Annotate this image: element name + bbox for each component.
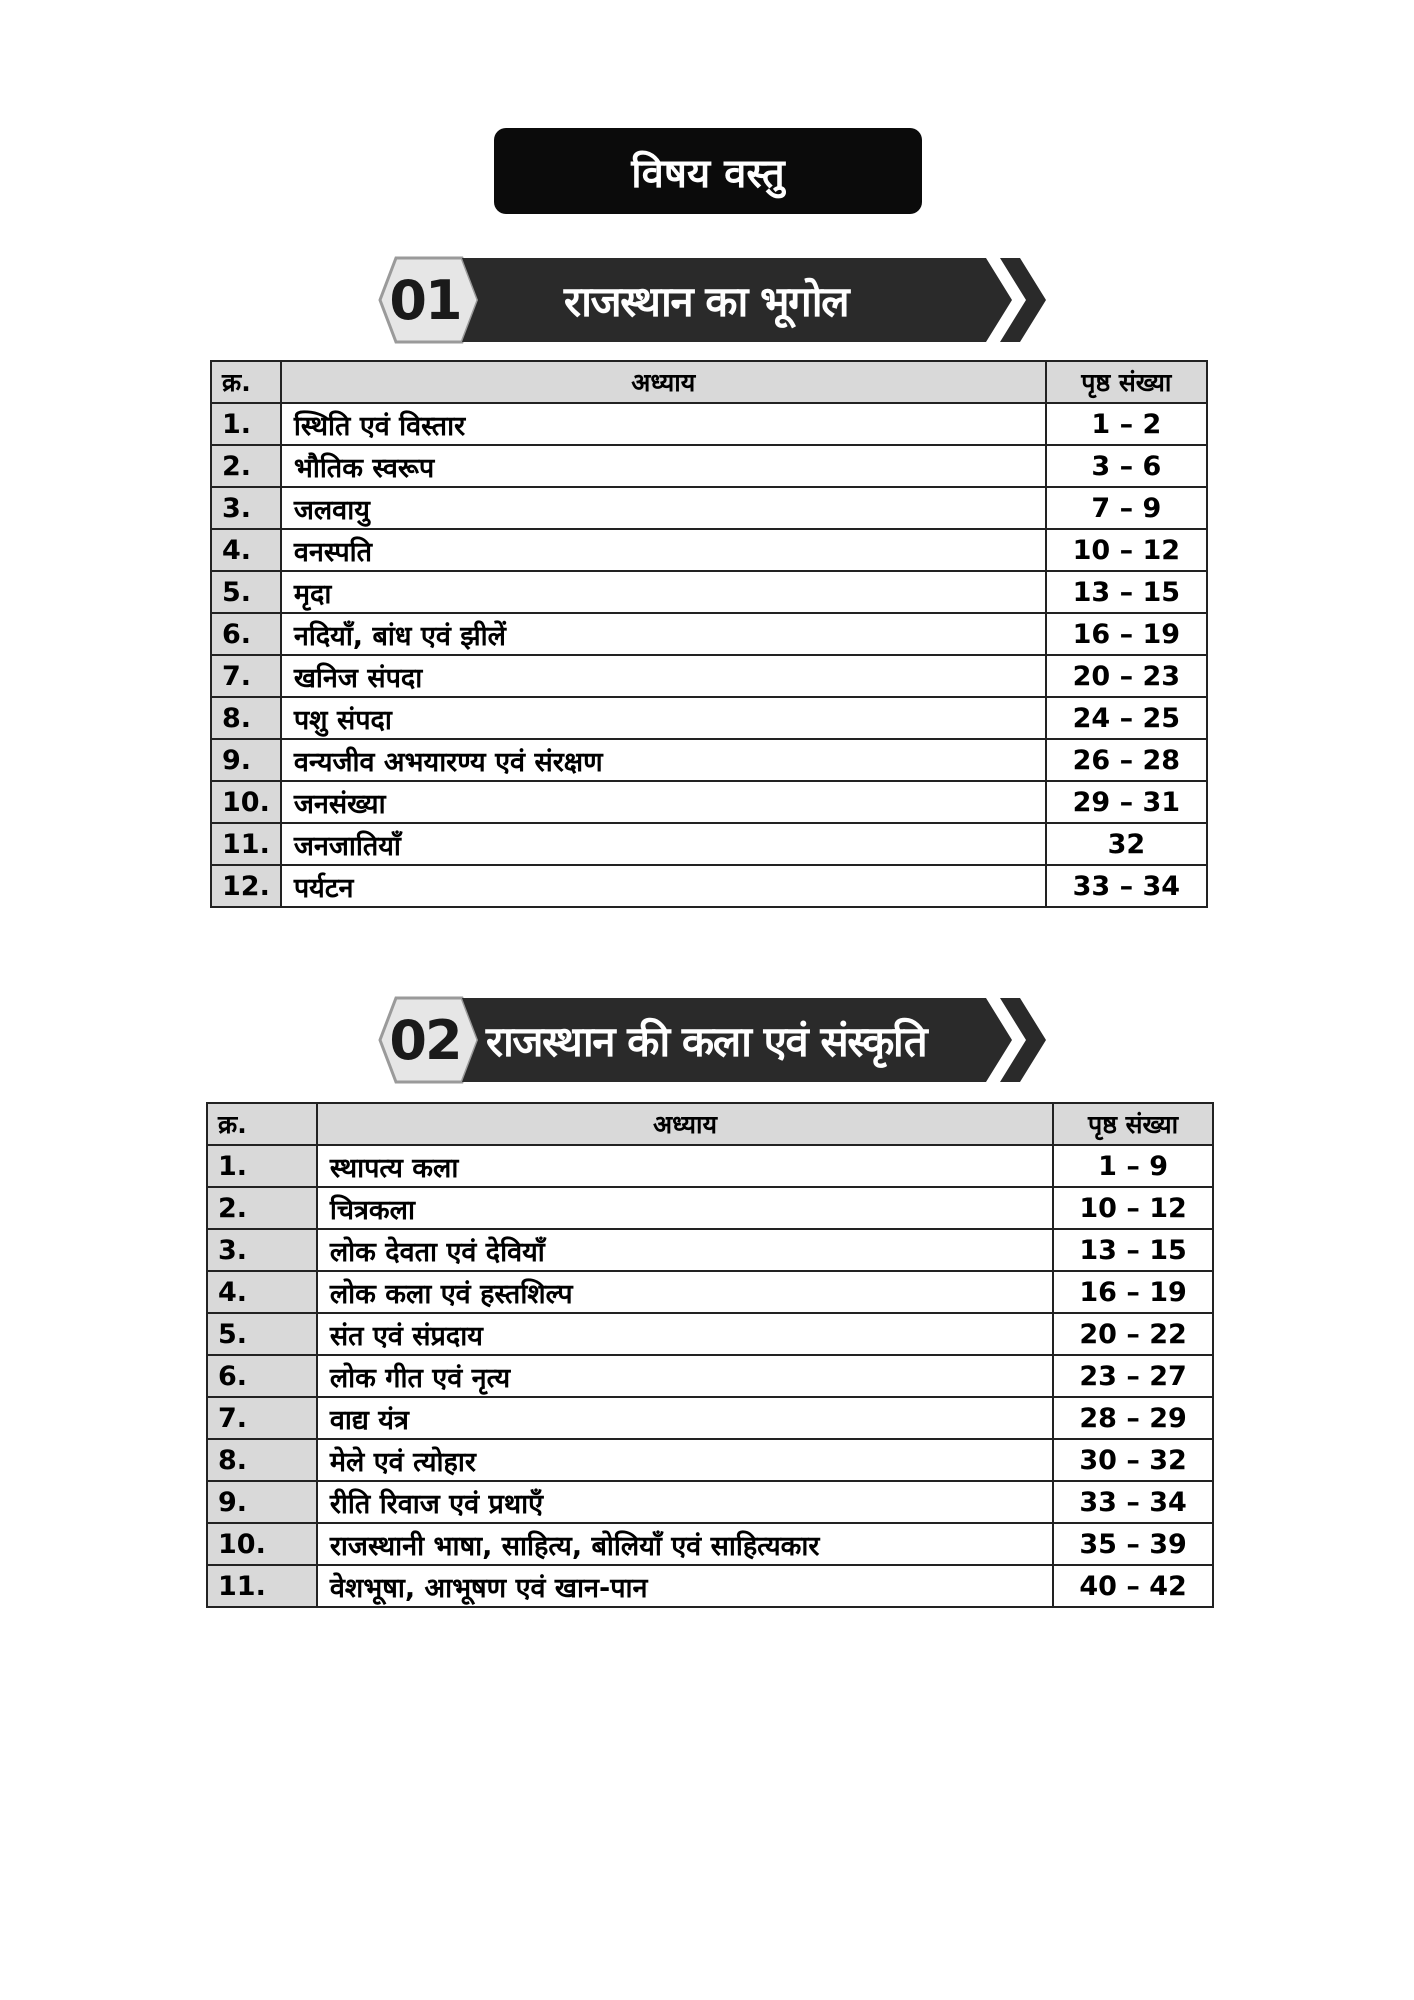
section-number: 01 <box>389 268 461 332</box>
row-number: 6. <box>207 1355 317 1397</box>
page-range: 26 – 28 <box>1046 739 1207 781</box>
section-banner-2 <box>366 994 1058 1086</box>
page-range: 20 – 23 <box>1046 655 1207 697</box>
page-title: विषय वस्तु <box>494 128 922 214</box>
row-number: 1. <box>211 403 281 445</box>
table-row <box>211 487 1207 529</box>
row-number: 1. <box>207 1145 317 1187</box>
column-header-chapter: अध्याय <box>317 1103 1053 1145</box>
page-range: 40 – 42 <box>1053 1565 1213 1607</box>
page-range: 24 – 25 <box>1046 697 1207 739</box>
table-row <box>211 403 1207 445</box>
chapter-name: मेले एवं त्योहार <box>317 1439 1053 1481</box>
table-row <box>211 823 1207 865</box>
page-range: 1 – 2 <box>1046 403 1207 445</box>
table-row <box>211 445 1207 487</box>
page-range: 16 – 19 <box>1053 1271 1213 1313</box>
table-row <box>207 1565 1213 1607</box>
chapter-name: जनसंख्या <box>281 781 1046 823</box>
row-number: 8. <box>211 697 281 739</box>
page-range: 13 – 15 <box>1046 571 1207 613</box>
table-row <box>211 697 1207 739</box>
table-row <box>211 781 1207 823</box>
page-range: 3 – 6 <box>1046 445 1207 487</box>
row-number: 11. <box>211 823 281 865</box>
chapter-name: स्थिति एवं विस्तार <box>281 403 1046 445</box>
table-header-row <box>207 1103 1213 1145</box>
chapter-name: लोक गीत एवं नृत्य <box>317 1355 1053 1397</box>
row-number: 3. <box>211 487 281 529</box>
page-range: 32 <box>1046 823 1207 865</box>
table-row <box>211 655 1207 697</box>
row-number: 9. <box>211 739 281 781</box>
page-range: 35 – 39 <box>1053 1523 1213 1565</box>
chapter-name: चित्रकला <box>317 1187 1053 1229</box>
page-range: 33 – 34 <box>1053 1481 1213 1523</box>
page-range: 13 – 15 <box>1053 1229 1213 1271</box>
column-header-chapter: अध्याय <box>281 361 1046 403</box>
chapter-name: मृदा <box>281 571 1046 613</box>
chapter-name: नदियाँ, बांध एवं झीलें <box>281 613 1046 655</box>
table-row <box>207 1313 1213 1355</box>
row-number: 11. <box>207 1565 317 1607</box>
row-number: 3. <box>207 1229 317 1271</box>
row-number: 10. <box>207 1523 317 1565</box>
row-number: 12. <box>211 865 281 907</box>
table-row <box>207 1145 1213 1187</box>
chapter-name: स्थापत्य कला <box>317 1145 1053 1187</box>
table-row <box>207 1355 1213 1397</box>
table-header-row <box>211 361 1207 403</box>
table-row <box>207 1187 1213 1229</box>
page-range: 29 – 31 <box>1046 781 1207 823</box>
page-range: 16 – 19 <box>1046 613 1207 655</box>
chapter-name: लोक कला एवं हस्तशिल्प <box>317 1271 1053 1313</box>
table-row <box>207 1439 1213 1481</box>
column-header-pages: पृष्ठ संख्या <box>1046 361 1207 403</box>
section-number: 02 <box>389 1008 461 1072</box>
chapter-name: संत एवं संप्रदाय <box>317 1313 1053 1355</box>
chapter-name: पशु संपदा <box>281 697 1046 739</box>
chapter-name: पर्यटन <box>281 865 1046 907</box>
page-range: 7 – 9 <box>1046 487 1207 529</box>
chapter-name: वेशभूषा, आभूषण एवं खान-पान <box>317 1565 1053 1607</box>
table-row <box>211 739 1207 781</box>
section-banner-1 <box>366 254 1058 346</box>
table-row <box>207 1271 1213 1313</box>
row-number: 7. <box>211 655 281 697</box>
section-title: राजस्थान की कला एवं संस्कृति <box>485 1016 927 1066</box>
row-number: 6. <box>211 613 281 655</box>
table-row <box>211 865 1207 907</box>
row-number: 4. <box>211 529 281 571</box>
chapter-name: लोक देवता एवं देवियाँ <box>317 1229 1053 1271</box>
column-header-pages: पृष्ठ संख्या <box>1053 1103 1213 1145</box>
page-range: 28 – 29 <box>1053 1397 1213 1439</box>
row-number: 2. <box>211 445 281 487</box>
chapter-name: जलवायु <box>281 487 1046 529</box>
section-title: राजस्थान का भूगोल <box>563 276 849 326</box>
page-range: 1 – 9 <box>1053 1145 1213 1187</box>
table-row <box>207 1397 1213 1439</box>
page-range: 23 – 27 <box>1053 1355 1213 1397</box>
table-row <box>211 529 1207 571</box>
page-range: 20 – 22 <box>1053 1313 1213 1355</box>
column-header-number: क्र. <box>207 1103 317 1145</box>
row-number: 9. <box>207 1481 317 1523</box>
row-number: 4. <box>207 1271 317 1313</box>
page-range: 10 – 12 <box>1053 1187 1213 1229</box>
row-number: 7. <box>207 1397 317 1439</box>
chapter-name: राजस्थानी भाषा, साहित्य, बोलियाँ एवं साहित्यकार <box>317 1523 1053 1565</box>
chapter-name: रीति रिवाज एवं प्रथाएँ <box>317 1481 1053 1523</box>
chapter-name: वाद्य यंत्र <box>317 1397 1053 1439</box>
column-header-number: क्र. <box>211 361 281 403</box>
table-row <box>211 613 1207 655</box>
toc-table-2 <box>206 1102 1214 1608</box>
row-number: 5. <box>207 1313 317 1355</box>
chapter-name: भौतिक स्वरूप <box>281 445 1046 487</box>
table-row <box>207 1229 1213 1271</box>
page-range: 10 – 12 <box>1046 529 1207 571</box>
chapter-name: खनिज संपदा <box>281 655 1046 697</box>
row-number: 10. <box>211 781 281 823</box>
chapter-name: वनस्पति <box>281 529 1046 571</box>
row-number: 8. <box>207 1439 317 1481</box>
chapter-name: वन्यजीव अभयारण्य एवं संरक्षण <box>281 739 1046 781</box>
table-row <box>207 1481 1213 1523</box>
chapter-name: जनजातियाँ <box>281 823 1046 865</box>
toc-table-1 <box>210 360 1208 908</box>
page-range: 33 – 34 <box>1046 865 1207 907</box>
page-range: 30 – 32 <box>1053 1439 1213 1481</box>
table-row <box>211 571 1207 613</box>
row-number: 2. <box>207 1187 317 1229</box>
row-number: 5. <box>211 571 281 613</box>
table-row <box>207 1523 1213 1565</box>
